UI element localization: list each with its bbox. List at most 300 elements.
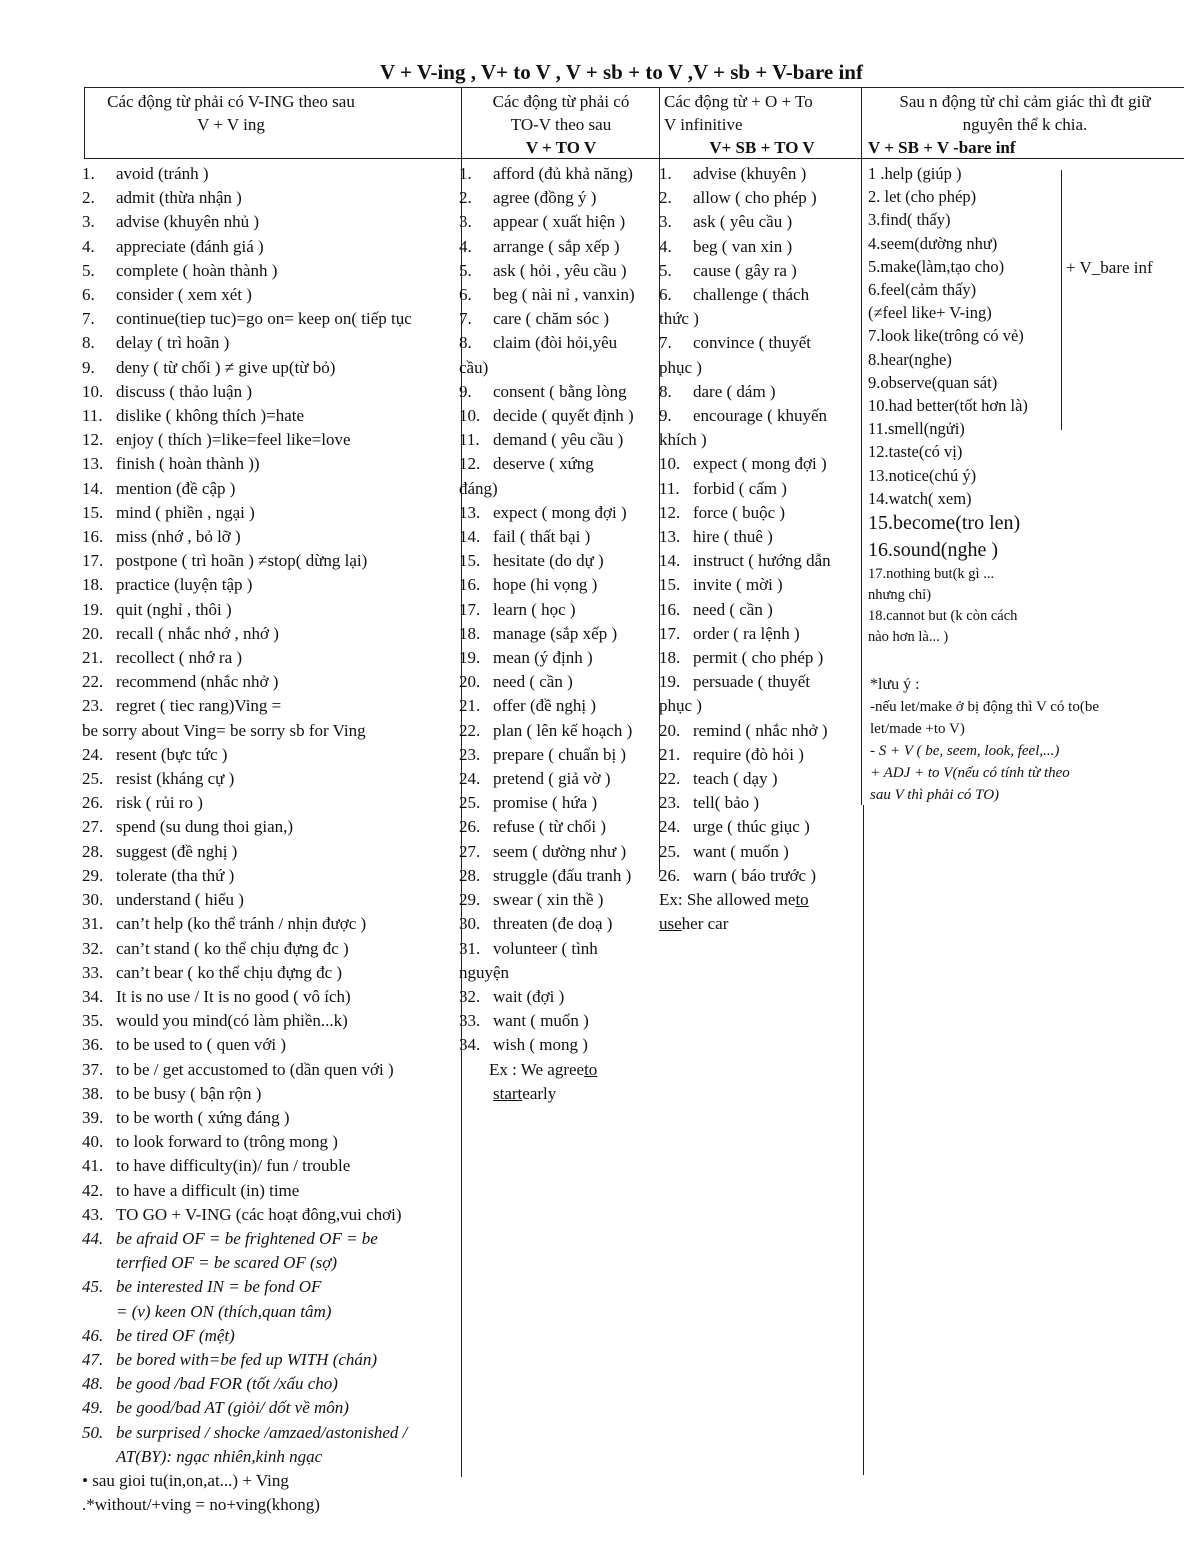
note-line: - S + V ( be, seem, look, feel,...) [870,743,1060,759]
list-item: 4.seem(dường như) [868,233,998,253]
item-text: require (đò hỏi ) [693,744,804,764]
header-sb-to-v-desc-2: V infinitive [664,115,743,134]
item-text: offer (đề nghị ) [493,696,597,716]
item-number: 12. [459,454,481,474]
list-item [659,477,859,501]
item-number: 24. [659,817,681,837]
example-text: Ex : We agree [489,1059,585,1079]
list-item [459,356,659,380]
list-item [659,307,859,331]
item-number: 2. [459,188,472,208]
list-item [659,428,859,452]
item-number: 5. [659,260,672,280]
list-item [82,694,460,718]
list-item [659,864,859,888]
item-number: 1. [82,164,95,183]
note-heading: *lưu ý : [870,676,920,693]
list-item [82,1130,460,1154]
list-item [82,1324,460,1348]
item-number: 15. [82,502,104,522]
item-number: 26. [659,865,681,885]
item-text: threaten (đe doạ ) [493,914,613,934]
item-number: 14. [459,527,481,547]
item-text: recollect ( nhớ ra ) [116,648,243,668]
example-text: early [522,1083,557,1103]
list-item [459,186,659,210]
item-text: afford (đủ khả năng) [493,164,633,183]
example-line [659,888,859,912]
item-number: 24. [82,744,104,764]
item-text: be afraid OF = be frightened OF = be [116,1228,378,1248]
item-number: 16. [659,599,681,619]
item-number: 18. [459,623,481,643]
item-text: admit (thừa nhận ) [116,188,242,208]
item-number: 49. [82,1398,104,1418]
list-item: 16.sound(nghe ) [868,539,998,562]
example-text: Ex: She allowed me [659,890,796,910]
list-item [459,864,659,888]
item-text: can’t help (ko thể tránh / nhịn được ) [116,914,367,934]
item-number: 5. [459,260,472,280]
list-item: nhưng chỉ) [868,587,932,604]
item-text: quit (nghỉ , thôi ) [116,599,232,619]
item-number: 45. [82,1277,104,1297]
item-number: 20. [459,672,481,692]
list-item [459,767,659,791]
item-text: complete ( hoàn thành ) [116,260,278,280]
item-text: ask ( hỏi , yêu cầu ) [493,260,627,280]
list-item [459,937,659,961]
item-number: 18. [659,648,681,668]
item-number: 6. [82,285,95,305]
list-item [659,380,859,404]
item-text: nguyện [459,962,510,982]
list-item [459,985,659,1009]
list-item [82,501,460,525]
note-line: let/made +to V) [870,721,965,737]
item-text: to be worth ( xứng đáng ) [116,1107,290,1127]
example-underlined: start [493,1083,523,1103]
list-item [459,477,659,501]
list-item [82,1009,460,1033]
list-item [82,186,460,210]
item-text: struggle (đấu tranh ) [493,865,632,885]
item-text: beg ( van xin ) [693,236,793,256]
item-text: claim (đòi hỏi,yêu [493,333,618,353]
item-number [82,1251,116,1275]
list-item [659,719,859,743]
item-text: to be used to ( quen với ) [116,1035,286,1055]
item-number [82,1445,116,1469]
item-text: expect ( mong đợi ) [493,502,627,522]
item-number: 27. [459,841,481,861]
item-number: 1. [459,164,472,183]
item-number: 16. [82,527,104,547]
item-text: be bored with=be fed up WITH (chán) [116,1349,378,1369]
item-text: agree (đồng ý ) [493,188,597,208]
list-item [82,1421,460,1445]
item-text: be sorry about Ving= be sorry sb for Ving [82,720,366,740]
item-text: beg ( nài nỉ , vanxin) [493,285,635,305]
item-number: 36. [82,1035,104,1055]
list-item [659,356,859,380]
sb-to-v-verb-list [659,162,859,937]
list-item [82,525,460,549]
list-item [82,428,460,452]
list-item [82,1033,460,1057]
item-text: volunteer ( tình [493,938,598,958]
list-item [82,719,460,743]
list-item [82,404,460,428]
item-number: 35. [82,1011,104,1031]
header-sb-to-v-formula: V+ SB + TO V [709,138,815,157]
list-item [82,961,460,985]
list-item: 6.feel(cảm thấy) [868,280,977,300]
example-underlined: use [659,914,682,934]
item-text: need ( cần ) [693,599,773,619]
item-text: deserve ( xứng [493,454,594,474]
header-sb-to-v [664,90,860,159]
item-text: khích ) [659,430,707,450]
item-number: 10. [82,381,104,401]
item-text: want ( muốn ) [493,1011,589,1031]
item-text: cầu) [459,357,489,377]
list-item [82,1154,460,1178]
item-number: 3. [659,212,672,232]
header-bare-inf-formula: V + SB + V -bare inf [868,138,1016,157]
list-item [459,283,659,307]
item-number: 9. [659,406,672,426]
item-number: 14. [659,551,681,571]
item-number: 6. [459,285,472,305]
note-line: • sau gioi tu(in,on,at...) + Ving [82,1470,289,1490]
item-number: 21. [659,744,681,764]
list-item [659,791,859,815]
item-number: 34. [459,1035,481,1055]
item-text: ask ( yêu cầu ) [693,212,793,232]
item-text: deny ( từ chối ) ≠ give up(từ bỏ) [116,357,336,377]
item-text: terrfied OF = be scared OF (sợ) [116,1253,338,1273]
list-item [459,888,659,912]
list-item [459,1033,659,1057]
bare-inf-verb-list [868,162,1058,648]
item-number: 33. [459,1011,481,1031]
item-number: 20. [82,623,104,643]
item-number: 12. [82,430,104,450]
item-number: 43. [82,1204,104,1224]
list-item [82,356,460,380]
list-item [459,815,659,839]
item-text: postpone ( trì hoãn ) ≠stop( dừng lại) [116,551,368,571]
list-item [82,477,460,501]
item-number: 25. [659,841,681,861]
item-number: 24. [459,769,481,789]
item-number: 11. [82,406,103,426]
item-number: 9. [82,357,95,377]
list-item [659,622,859,646]
list-item [459,694,659,718]
item-number: 10. [659,454,681,474]
list-item [459,331,659,355]
item-text: swear ( xin thề ) [493,890,604,910]
item-number: 27. [82,817,104,837]
list-item [459,791,659,815]
list-item [82,1179,460,1203]
item-text: decide ( quyết định ) [493,406,634,426]
item-number: 39. [82,1107,104,1127]
item-number: 16. [459,575,481,595]
list-item [82,1058,460,1082]
item-number: 4. [82,236,95,256]
item-text: to have difficulty(in)/ fun / trouble [116,1156,351,1176]
item-number: 5. [82,260,95,280]
page-title: V + V-ing , V+ to V , V + sb + to V ,V + sb + V-bare inf [380,60,863,84]
item-number: 23. [82,696,104,716]
list-item [82,937,460,961]
item-number: 11. [659,478,680,498]
item-number: 3. [459,212,472,232]
ving-verb-list [82,162,460,1517]
item-number: 50. [82,1422,104,1442]
item-text: to look forward to (trông mong ) [116,1132,338,1152]
list-item [82,1203,460,1227]
item-text: thức ) [659,309,699,329]
list-item [459,428,659,452]
item-number: 11. [459,430,480,450]
item-number: 2. [82,188,95,208]
list-item [459,840,659,864]
item-text: hire ( thuê ) [693,527,773,547]
list-item [459,210,659,234]
item-text: recall ( nhắc nhớ , nhớ ) [116,623,279,643]
list-item [459,719,659,743]
list-item [82,1082,460,1106]
item-text: instruct ( hướng dẫn [693,551,831,571]
item-text: to have a difficult (in) time [116,1180,300,1200]
list-item [659,646,859,670]
item-number: 9. [459,381,472,401]
item-text: appear ( xuất hiện ) [493,212,626,232]
item-text: seem ( dường như ) [493,841,627,861]
list-item [82,331,460,355]
list-item [82,598,460,622]
list-item: 2. let (cho phép) [868,187,977,207]
item-number: 8. [659,381,672,401]
item-number: 19. [459,648,481,668]
item-text: promise ( hứa ) [493,793,598,813]
col-divider-3-lower [863,805,864,1475]
list-item [459,259,659,283]
item-text: teach ( dạy ) [693,769,778,789]
list-item [82,573,460,597]
item-number: 4. [659,236,672,256]
item-number: 21. [82,648,104,668]
list-item: 10.had better(tốt hơn là) [868,396,1028,416]
item-text: manage (sắp xếp ) [493,623,618,643]
item-number: 12. [659,502,681,522]
note-line: -nếu let/make ở bị động thì V có to(be [870,699,1099,715]
item-text: warn ( báo trước ) [693,865,816,885]
list-item [82,1227,460,1251]
item-text: suggest (đề nghị ) [116,841,238,861]
item-text: persuade ( thuyết [693,672,811,692]
list-item [459,307,659,331]
item-number: 23. [659,793,681,813]
list-item [82,210,460,234]
list-item: 15.become(tro len) [868,512,1021,535]
item-number: 42. [82,1180,104,1200]
list-item [659,743,859,767]
to-v-verb-list [459,162,659,1106]
item-number: 41. [82,1156,104,1176]
item-number: 2. [659,188,672,208]
item-text: refuse ( từ chối ) [493,817,607,837]
list-item [82,864,460,888]
item-number: 17. [459,599,481,619]
list-item [659,210,859,234]
list-item [459,162,659,186]
list-item [82,259,460,283]
item-number: 20. [659,720,681,740]
header-bare-inf-desc-1: Sau n động từ chỉ cảm giác thì đt giữ [899,92,1151,111]
list-item: 7.look like(trông có vẻ) [868,326,1024,346]
header-ving-formula: V + V ing [197,115,265,134]
item-text: enjoy ( thích )=like=feel like=love [116,430,351,450]
list-item: 18.cannot but (k còn cách [868,608,1018,625]
list-item [82,549,460,573]
header-bare-inf [866,90,1184,159]
header-bare-inf-desc-2: nguyên thể k chia. [962,115,1088,134]
item-text: risk ( rủi ro ) [116,793,203,813]
list-item [82,985,460,1009]
list-item: 9.observe(quan sát) [868,372,998,392]
list-item [82,912,460,936]
list-item [82,1396,460,1420]
item-number: 15. [459,551,481,571]
list-item [82,1300,460,1324]
item-text: be tired OF (mệt) [116,1325,235,1345]
item-number: 8. [82,333,95,353]
header-to-v-formula: V + TO V [525,138,597,157]
item-text: to be / get accustomed to (dần quen với ) [116,1059,394,1079]
item-text: would you mind(có làm phiền...k) [116,1011,348,1031]
item-number: 23. [459,744,481,764]
item-text: urge ( thúc giục ) [693,817,810,837]
item-number: 7. [82,309,95,329]
list-item [82,622,460,646]
list-item [459,525,659,549]
list-item [459,646,659,670]
list-item: 14.watch( xem) [868,488,972,508]
item-text: wish ( mong ) [493,1035,588,1055]
item-number: 44. [82,1228,104,1248]
item-text: want ( muốn ) [693,841,789,861]
list-item [659,331,859,355]
item-text: resist (kháng cự ) [116,769,235,789]
item-text: appreciate (đánh giá ) [116,236,264,256]
item-text: hesitate (do dự ) [493,551,604,571]
item-number: 34. [82,986,104,1006]
list-item [459,404,659,428]
list-item [659,162,859,186]
item-text: = (v) keen ON (thích,quan tâm) [116,1301,332,1321]
item-text: dare ( dám ) [693,381,776,401]
item-number: 28. [82,841,104,861]
table-top-border [84,87,1184,88]
item-text: can’t bear ( ko thể chịu đựng đc ) [116,962,343,982]
item-number: 19. [82,599,104,619]
list-item [459,743,659,767]
item-text: fail ( thất bại ) [493,527,591,547]
item-text: prepare ( chuẩn bị ) [493,744,627,764]
item-text: consent ( bằng lòng [493,381,627,401]
note-line: .*without/+ving = no+ving(khong) [82,1495,320,1515]
header-ving-desc: Các động từ phải có V-ING theo sau [107,92,355,111]
item-text: force ( buộc ) [693,502,786,522]
item-text: understand ( hiểu ) [116,890,244,910]
list-item [82,646,460,670]
list-item [659,525,859,549]
list-item [659,694,859,718]
item-text: allow ( cho phép ) [693,188,817,208]
item-text: wait (đợi ) [493,986,565,1006]
list-item [82,452,460,476]
table-left-border [84,87,85,159]
item-text: can’t stand ( ko thể chịu đựng đc ) [116,938,349,958]
item-number: 10. [459,406,481,426]
item-number: 33. [82,962,104,982]
list-item: 11.smell(ngửi) [868,419,965,439]
item-number: 22. [659,769,681,789]
item-text: consider ( xem xét ) [116,285,252,305]
list-item [459,235,659,259]
item-text: đáng) [459,478,498,498]
list-item [659,452,859,476]
item-number: 17. [659,623,681,643]
item-number [82,1300,116,1324]
list-item [659,283,859,307]
item-text: arrange ( sắp xếp ) [493,236,620,256]
list-item: nào hơn là... ) [868,629,949,646]
item-number: 32. [459,986,481,1006]
list-item [82,1275,460,1299]
item-number: 3. [82,212,95,232]
item-number: 4. [459,236,472,256]
list-item: 3.find( thấy) [868,210,951,230]
list-item: 13.notice(chú ý) [868,465,977,485]
list-item: 5.make(làm,tạo cho) [868,256,1005,276]
list-item [82,235,460,259]
list-item [82,283,460,307]
item-text: be interested IN = be fond OF [116,1277,322,1297]
item-number: 1. [659,164,672,183]
list-item [82,1348,460,1372]
list-item [82,1106,460,1130]
header-sb-to-v-desc-1: Các động từ + O + To [664,92,813,111]
list-item [82,380,460,404]
list-item [459,549,659,573]
item-number: 48. [82,1374,104,1394]
idiom-list [82,1227,460,1469]
item-text: TO GO + V-ING (các hoạt đông,vui chơi) [116,1204,402,1224]
list-item: 1 .help (giúp ) [868,164,962,183]
item-text: discuss ( thảo luận ) [116,381,252,401]
item-text: encourage ( khuyến [693,406,828,426]
item-number: 21. [459,696,481,716]
item-number: 26. [459,817,481,837]
list-item [82,162,460,186]
item-number: 13. [459,502,481,522]
